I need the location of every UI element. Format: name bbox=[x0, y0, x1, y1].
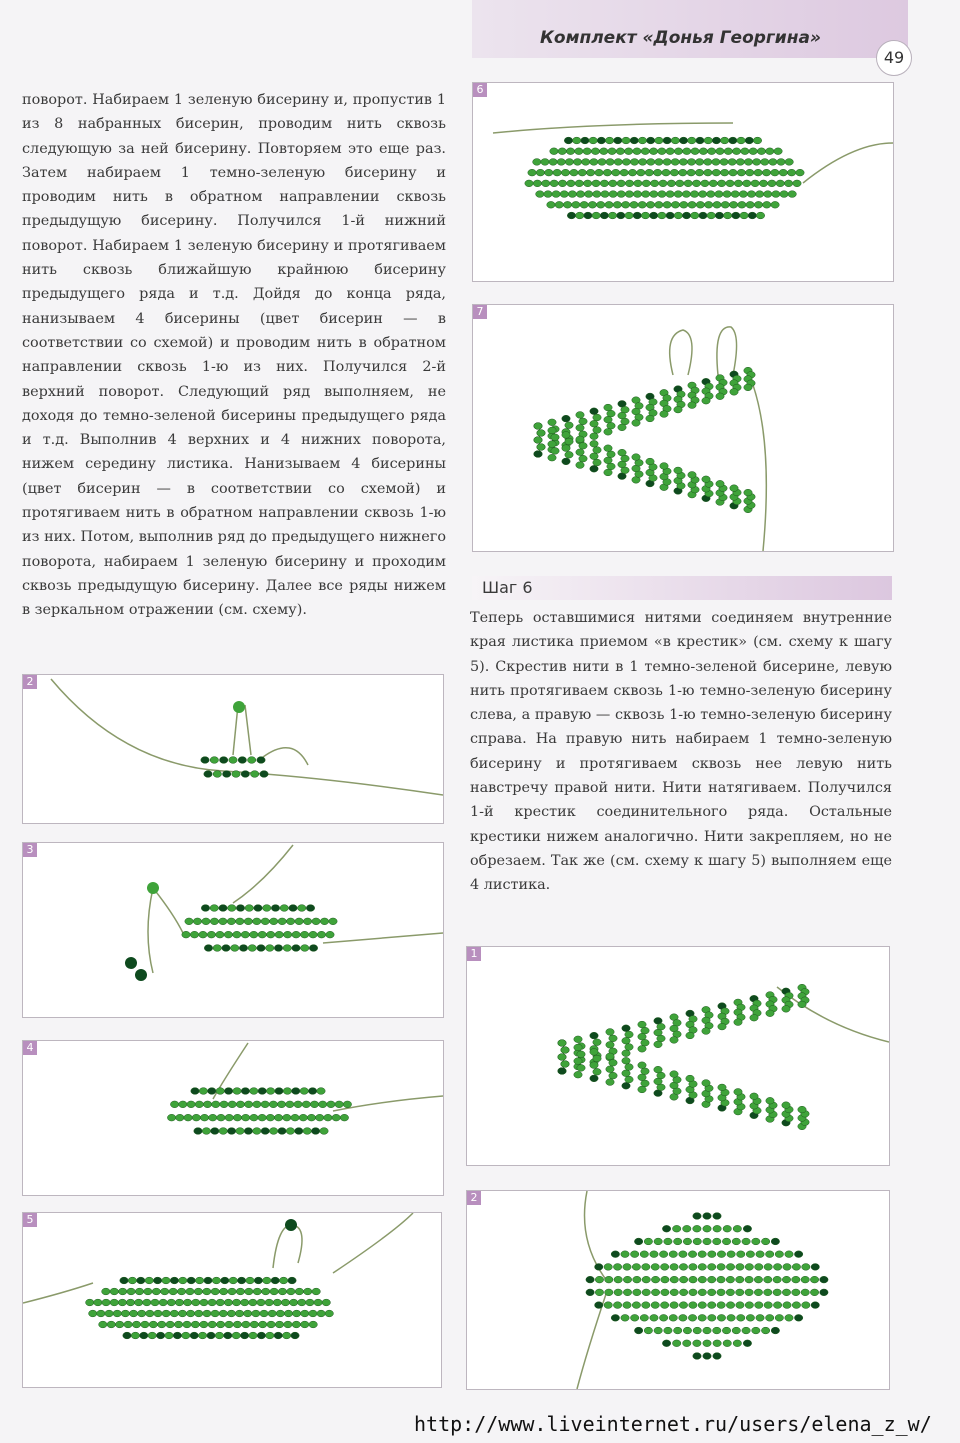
step-heading: Шаг 6 bbox=[482, 578, 533, 597]
footer-url: http://www.liveinternet.ru/users/elena_z_w/ bbox=[414, 1412, 932, 1436]
photo-step-7 bbox=[472, 304, 894, 552]
page-number: 49 bbox=[876, 40, 912, 76]
photo-step-2 bbox=[22, 674, 444, 824]
photo-badge: 2 bbox=[467, 1191, 481, 1205]
step-6-paragraph: Теперь оставшимися нитями соединяем внутренние края листика приемом «в крестик» (см. схему к шагу 5). Скрестив нити в 1 темно-зеленой бисерине, левую нить протягиваем сквозь 1-ю темно-зеленую бисерину слева, а правую — сквозь 1-ю темно-зеленую бисерину справа. На правую нить набираем 1 темно-зеленую бисерину и протягиваем сквозь нее левую нить навстречу правой нити. Нити натягиваем. Получился 1-й крестик соединительного ряда. Остальные крестики нижем аналогично. Нити закрепляем, но не обрезаем. Так же (см. схему к шагу 5) выполняем еще 4 листика. bbox=[470, 610, 892, 894]
photo-badge: 3 bbox=[23, 843, 37, 857]
beadwork-image bbox=[473, 83, 893, 281]
photo-step-6-1 bbox=[466, 946, 890, 1166]
photo-step-6-2 bbox=[466, 1190, 890, 1390]
beadwork-image bbox=[23, 1213, 441, 1387]
photo-badge: 6 bbox=[473, 83, 487, 97]
photo-badge: 7 bbox=[473, 305, 487, 319]
beadwork-image bbox=[23, 843, 443, 1017]
photo-step-5 bbox=[22, 1212, 442, 1388]
photo-step-6 bbox=[472, 82, 894, 282]
photo-badge: 5 bbox=[23, 1213, 37, 1227]
photo-badge: 4 bbox=[23, 1041, 37, 1055]
header-title: Комплект «Донья Георгина» bbox=[540, 28, 821, 48]
step-heading-bar bbox=[472, 576, 892, 600]
photo-step-3 bbox=[22, 842, 444, 1018]
left-paragraph: поворот. Набираем 1 зеленую бисерину и, пропустив 1 из 8 набранных бисерин, проводим нить сквозь следующую за ней бисерину. Повторяем это еще раз. Затем набираем 1 темно-зеленую бисерину и проводим нить в обратном направлении сквозь предыдущую бисерину. Получился 1-й нижний поворот. Набираем 1 зеленую бисерину и протягиваем нить сквозь ближайшую крайнюю бисерину предыдущего ряда и т.д. Дойдя до конца ряда, нанизываем 4 бисерины (цвет бисерин — в соответствии со схемой) и проводим нить в обратном направлении сквозь 1-ю из них. Получился 2-й верхний поворот. Следующий ряд выполняем, не доходя до темно-зеленой бисерины предыдущего ряда и т.д. Выполнив 4 верхних и 4 нижних поворота, нижем середину листика. Нанизываем 4 бисерины (цвет бисерин — в соответствии со схемой) и протягиваем нить в обратном направлении сквозь 1-ю из них. Потом, выполнив ряд до предыдущего нижнего поворота, набираем 1 зеленую бисерину и проходим сквозь предыдущую бисерину. Далее все ряды нижем в зеркальном отражении (см. схему). bbox=[22, 92, 446, 619]
beadwork-image bbox=[23, 675, 443, 823]
beadwork-image bbox=[467, 1191, 889, 1389]
photo-badge: 2 bbox=[23, 675, 37, 689]
beadwork-image bbox=[23, 1041, 443, 1195]
photo-step-4 bbox=[22, 1040, 444, 1196]
photo-badge: 1 bbox=[467, 947, 481, 961]
beadwork-image bbox=[467, 947, 889, 1165]
beadwork-image bbox=[473, 305, 893, 551]
